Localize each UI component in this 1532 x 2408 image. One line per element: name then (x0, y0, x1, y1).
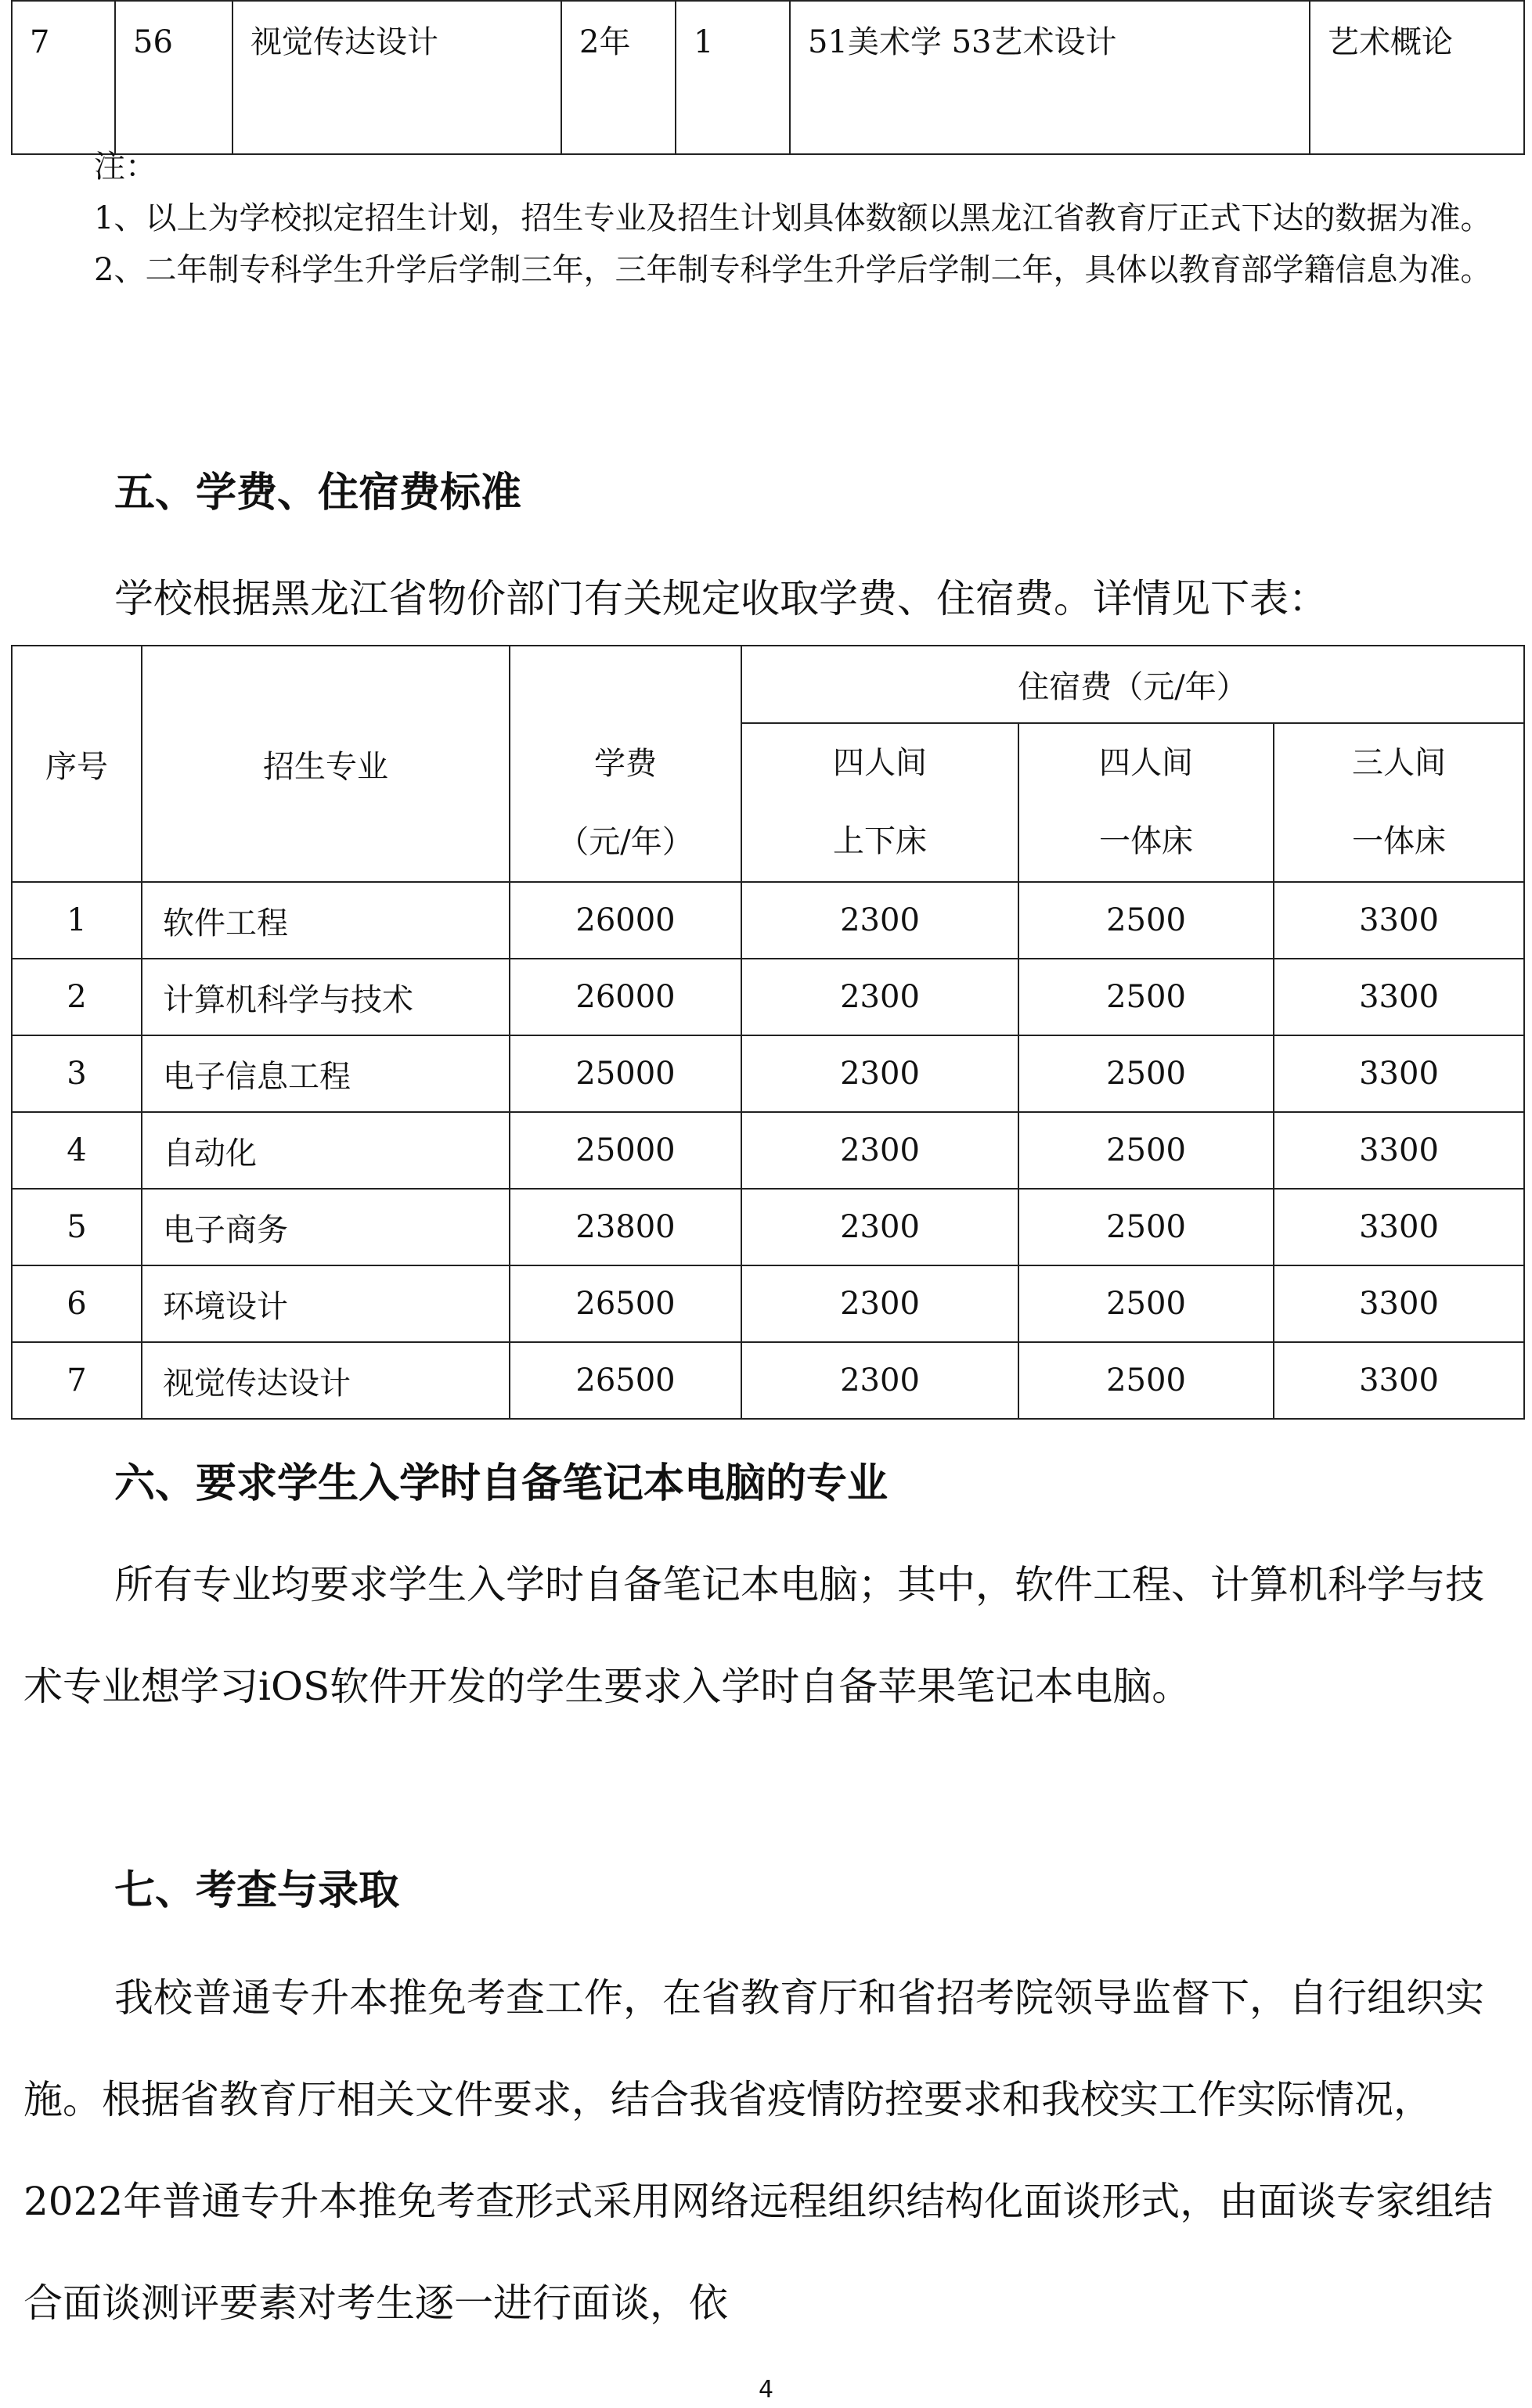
cell-index: 1 (12, 882, 142, 959)
header-room-2 (1018, 723, 1274, 882)
header-room-1 (741, 723, 1018, 882)
page-number: 4 (758, 2376, 774, 2403)
cell-tuition: 26500 (510, 1342, 741, 1419)
cell-room-3: 3300 (1274, 1342, 1524, 1419)
header-room-2-line1: 四人间 (1099, 745, 1193, 782)
cell-room-3: 3300 (1274, 1035, 1524, 1112)
header-room-1-line1: 四人间 (833, 745, 927, 782)
cell-room-3: 3300 (1274, 959, 1524, 1035)
table-cell: 56 (115, 1, 233, 154)
cell-room-3: 3300 (1274, 1189, 1524, 1265)
cell-room-2: 2500 (1018, 1342, 1274, 1419)
table-row (12, 1, 1524, 154)
cell-tuition: 26500 (510, 1265, 741, 1342)
cell-room-1: 2300 (741, 1265, 1018, 1342)
table-row (12, 1342, 1524, 1419)
cell-major: 视觉传达设计 (142, 1342, 510, 1419)
table-cell: 1 (676, 1, 790, 154)
cell-index: 7 (12, 1342, 142, 1419)
section-5-intro: 学校根据黑龙江省物价部门有关规定收取学费、住宿费。详情见下表： (114, 576, 1328, 621)
section-5-title: 五、学费、住宿费标准 (114, 470, 522, 517)
header-room-1-line2: 上下床 (833, 823, 927, 860)
cell-tuition: 25000 (510, 1035, 741, 1112)
table-row (12, 1035, 1524, 1112)
cell-room-2: 2500 (1018, 959, 1274, 1035)
header-room-3-line1: 三人间 (1352, 745, 1447, 782)
cell-index: 6 (12, 1265, 142, 1342)
cell-room-2: 2500 (1018, 882, 1274, 959)
section-6-body: 所有专业均要求学生入学时自备笔记本电脑；其中，软件工程、计算机科学与技术专业想学习iOS软件开发的学生要求入学时自备苹果笔记本电脑。 (23, 1562, 1484, 1709)
cell-major: 电子商务 (142, 1189, 510, 1265)
cell-major: 软件工程 (142, 882, 510, 959)
table-row (12, 882, 1524, 959)
cell-index: 4 (12, 1112, 142, 1189)
cell-room-1: 2300 (741, 1112, 1018, 1189)
table-row (12, 1112, 1524, 1189)
plan-table-continued (11, 0, 1525, 155)
header-room-3 (1274, 723, 1524, 882)
notes (23, 141, 1519, 296)
cell-room-2: 2500 (1018, 1035, 1274, 1112)
cell-major: 自动化 (142, 1112, 510, 1189)
cell-tuition: 26000 (510, 959, 741, 1035)
table-cell: 艺术概论 (1310, 1, 1524, 154)
cell-major: 环境设计 (142, 1265, 510, 1342)
table-cell: 51美术学 53艺术设计 (790, 1, 1310, 154)
cell-room-3: 3300 (1274, 882, 1524, 959)
section-6-title: 六、要求学生入学时自备笔记本电脑的专业 (114, 1460, 889, 1507)
cell-tuition: 25000 (510, 1112, 741, 1189)
table-row (12, 1265, 1524, 1342)
header-room-2-line2: 一体床 (1099, 823, 1193, 860)
cell-tuition: 26000 (510, 882, 741, 959)
header-accommodation: 住宿费（元/年） (741, 646, 1524, 723)
cell-room-3: 3300 (1274, 1265, 1524, 1342)
cell-room-1: 2300 (741, 1189, 1018, 1265)
section-7-title: 七、考查与录取 (114, 1867, 400, 1914)
table-header-row (12, 646, 1524, 723)
header-tuition-line2: （元/年） (557, 824, 694, 860)
cell-room-2: 2500 (1018, 1265, 1274, 1342)
cell-tuition: 23800 (510, 1189, 741, 1265)
note-item-1: 1、以上为学校拟定招生计划，招生专业及招生计划具体数额以黑龙江省教育厅正式下达的数据为准。 (94, 200, 1492, 236)
notes-heading: 注： (94, 149, 157, 185)
section-7-body: 我校普通专升本推免考查工作，在省教育厅和省招考院领导监督下，自行组织实施。根据省教育厅相关文件要求，结合我省疫情防控要求和我校实工作实际情况，2022年普通专升本推免考查形式采用网络远程组织结构化面谈形式，由面谈专家组结合面谈测评要素对考生逐一进行面谈，依 (23, 1975, 1494, 2326)
cell-major: 电子信息工程 (142, 1035, 510, 1112)
cell-index: 5 (12, 1189, 142, 1265)
cell-major: 计算机科学与技术 (142, 959, 510, 1035)
cell-room-3: 3300 (1274, 1112, 1524, 1189)
table-cell: 7 (12, 1, 115, 154)
cell-room-2: 2500 (1018, 1112, 1274, 1189)
cell-room-1: 2300 (741, 1035, 1018, 1112)
note-item-2: 2、二年制专科学生升学后学制三年，三年制专科学生升学后学制二年，具体以教育部学籍信息为准。 (94, 252, 1492, 288)
fees-table (11, 645, 1525, 1420)
cell-index: 2 (12, 959, 142, 1035)
header-tuition-line1: 学费 (594, 746, 657, 782)
table-row (12, 959, 1524, 1035)
table-row (12, 1189, 1524, 1265)
cell-room-1: 2300 (741, 1342, 1018, 1419)
header-tuition (510, 646, 741, 882)
header-room-3-line2: 一体床 (1352, 823, 1447, 860)
cell-room-1: 2300 (741, 882, 1018, 959)
cell-room-1: 2300 (741, 959, 1018, 1035)
table-cell: 2年 (561, 1, 676, 154)
header-major: 招生专业 (142, 646, 510, 882)
header-index: 序号 (12, 646, 142, 882)
cell-index: 3 (12, 1035, 142, 1112)
cell-room-2: 2500 (1018, 1189, 1274, 1265)
table-cell: 视觉传达设计 (233, 1, 561, 154)
